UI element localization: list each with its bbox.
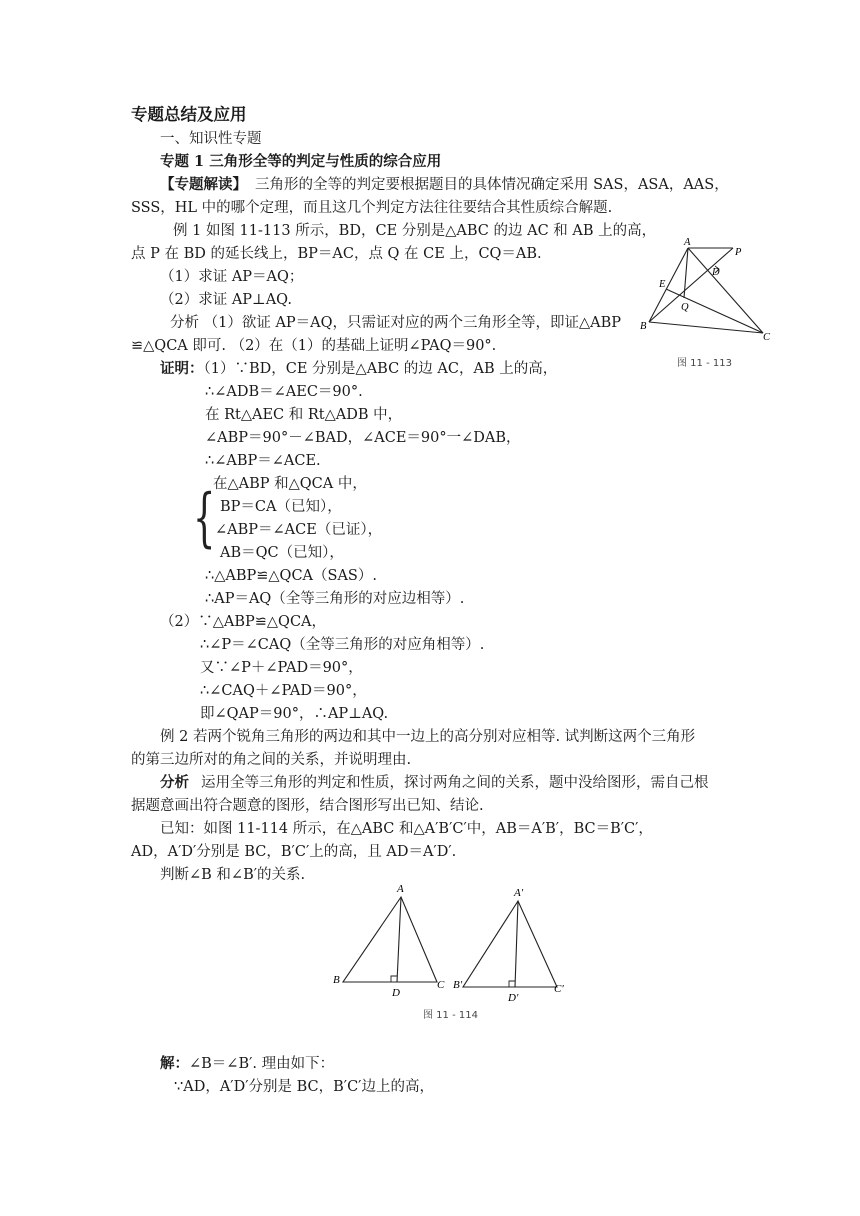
- solution-label: 解：: [160, 1055, 189, 1072]
- proof-line8: ∴AP＝AQ（全等三角形的对应边相等）.: [205, 591, 465, 607]
- label-d1: D: [392, 987, 400, 999]
- figure-caption-113: 图 11 - 113: [677, 358, 732, 369]
- label-b: B: [640, 321, 647, 332]
- proof-line13: 即∠QAP＝90°，∴AP⊥AQ.: [200, 706, 389, 722]
- triangle-abc: [343, 897, 437, 982]
- label-p: P: [735, 247, 742, 258]
- analysis-text: 运用全等三角形的判定和性质，探讨两角之间的关系，题中没给图形，需自己根: [201, 775, 709, 791]
- solution-line1: [160, 1053, 334, 1075]
- condition-2: ∠ABP＝∠ACE（已证），: [215, 522, 383, 538]
- proof-line10: ∴∠P＝∠CAQ（全等三角形的对应角相等）.: [200, 637, 485, 653]
- segment-ac: [688, 248, 763, 333]
- label-e: E: [659, 279, 666, 290]
- topic-interpretation-line2: SSS，HL 中的哪个定理，而且这几个判定方法往往要结合其性质综合解题.: [131, 200, 613, 216]
- analysis-label: 分析: [160, 774, 189, 791]
- figure-caption-114: 图 11 - 114: [423, 1010, 478, 1021]
- proof-line6: 在△ABP 和△QCA 中，: [213, 476, 367, 492]
- proof-line12: ∴∠CAQ＋∠PAD＝90°，: [200, 683, 367, 699]
- altitude-ad: [397, 897, 401, 982]
- proof-line7: ∴△ABP≌△QCA（SAS）.: [205, 568, 377, 584]
- label-a1: A: [397, 883, 404, 895]
- proof-label: 证明：: [160, 360, 204, 377]
- topic-interpretation-line1: [160, 174, 729, 196]
- condition-brace: {: [193, 481, 216, 555]
- condition-1: BP＝CA（已知），: [220, 499, 342, 515]
- interpretation-label: 【专题解读】: [160, 176, 247, 193]
- label-c1: C: [437, 979, 445, 991]
- label-c: C: [763, 332, 771, 343]
- proof-line4: ∠ABP＝90°－∠BAD，∠ACE＝90°一∠DAB，: [205, 430, 521, 446]
- solution-text-1: ∠B＝∠B′. 理由如下：: [189, 1056, 335, 1072]
- example1-line1: 例 1 如图 11-113 所示，BD，CE 分别是△ABC 的边 AC 和 AB 上的高，: [173, 223, 657, 239]
- example1-analysis-line1: 分析 （1）欲证 AP＝AQ，只需证对应的两个三角形全等，即证△ABP: [170, 315, 622, 331]
- proof-line1: [160, 358, 557, 380]
- label-b1: B: [333, 974, 340, 986]
- figure-11-113: [635, 236, 785, 372]
- label-b2: B′: [453, 979, 463, 991]
- example2-judge: 判断∠B 和∠B′的关系.: [160, 867, 306, 883]
- example2-given-line1: 已知：如图 11-114 所示，在△ABC 和△A′B′C′中，AB＝A′B′，BC＝B′C′，: [160, 821, 653, 837]
- interpretation-text: 三角形的全等的判定要根据题目的具体情况确定采用 SAS，ASA，AAS，: [255, 177, 729, 193]
- right-angle-mark-d2: [509, 981, 515, 987]
- example1-question2: （2）求证 AP⊥AQ.: [160, 292, 292, 308]
- right-angle-mark-d1: [391, 976, 397, 982]
- example2-line1: 例 2 若两个锐角三角形的两边和其中一边上的高分别对应相等. 试判断这两个三角形: [160, 729, 696, 745]
- topic-heading: [160, 151, 441, 173]
- example2-analysis-line2: 据题意画出符合题意的图形，结合图形写出已知、结论.: [131, 798, 484, 814]
- example1-analysis-line2: ≌△QCA 即可. （2）在（1）的基础上证明∠PAQ＝90°.: [131, 338, 497, 354]
- triangle-a2b2c2: [463, 901, 557, 987]
- proof-line9: （2）∵△ABP≌△QCA，: [160, 614, 327, 630]
- label-a: A: [684, 237, 691, 248]
- proof-line11: 又∵∠P＋∠PAD＝90°，: [200, 660, 363, 676]
- altitude-a2d2: [515, 901, 518, 987]
- example2-analysis-line1: [160, 772, 709, 794]
- proof-text-1: （1）∵BD，CE 分别是△ABC 的边 AC，AB 上的高，: [203, 361, 558, 377]
- segment-bc: [649, 322, 763, 333]
- label-a2: A′: [514, 887, 524, 899]
- page-title: 专题总结及应用: [131, 105, 247, 124]
- proof-line3: 在 Rt△AEC 和 Rt△ADB 中，: [205, 407, 403, 423]
- topic-title: 三角形全等的判定与性质的综合应用: [209, 153, 442, 170]
- example2-line2: 的第三边所对的角之间的关系，并说明理由.: [131, 752, 412, 768]
- section-heading: 一、知识性专题: [160, 131, 262, 147]
- proof-line5: ∴∠ABP＝∠ACE.: [205, 453, 321, 469]
- topic-label: 专题 1: [160, 153, 205, 170]
- example1-line2: 点 P 在 BD 的延长线上，BP＝AC，点 Q 在 CE 上，CQ＝AB.: [131, 246, 542, 262]
- label-d: D: [712, 267, 720, 278]
- example2-given-line2: AD，A′D′分别是 BC，B′C′上的高，且 AD＝A′D′.: [131, 844, 457, 860]
- proof-line2: ∴∠ADB＝∠AEC＝90°.: [205, 384, 363, 400]
- solution-line2: ∵AD，A′D′分别是 BC，B′C′边上的高，: [174, 1079, 434, 1095]
- label-d2: D′: [508, 992, 519, 1004]
- example1-question1: （1）求证 AP＝AQ；: [160, 269, 304, 285]
- label-q: Q: [681, 302, 689, 313]
- condition-3: AB＝QC（已知），: [220, 545, 344, 561]
- figure-11-114: [325, 878, 575, 1028]
- label-c2: C′: [554, 983, 564, 995]
